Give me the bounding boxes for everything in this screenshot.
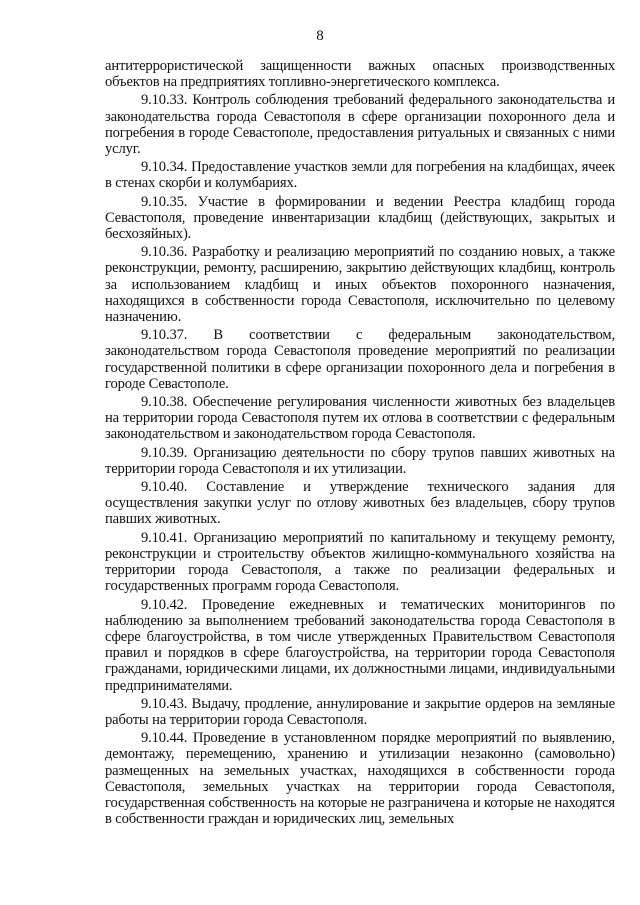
paragraph-9-10-44: 9.10.44. Проведение в установленном порядке мероприятий по выявлению, демонтажу, перемещению, хранению и утилизации незаконно (самовольно) размещенных на земельных участках, находящихся в собственности города Севастополя, земельных участках на территории города Севастополя, государственная собственность на которые не разграничена и которые не находятся в собственности граждан и юридических лиц, земельных: [105, 730, 615, 828]
paragraph-9-10-37: 9.10.37. В соответствии с федеральным законодательством, законодательством города Севастополя проведение мероприятий по реализации государственной политики в сфере организации похоронного дела и погребения в городе Севастополе.: [105, 327, 615, 392]
paragraph-9-10-41: 9.10.41. Организацию мероприятий по капитальному и текущему ремонту, реконструкции и строительству объектов жилищно-коммунального хозяйства на территории города Севастополя, а также по реализации федеральных и государственных программ города Севастополя.: [105, 529, 615, 595]
paragraph-9-10-39: 9.10.39. Организацию деятельности по сбору трупов павших животных на территории города Севастополя и их утилизации.: [105, 444, 615, 477]
paragraph-9-10-38: 9.10.38. Обеспечение регулирования численности животных без владельцев на территории города Севастополя путем их отлова в соответствии с федеральным законодательством и законодательством города Севастополя.: [105, 394, 615, 443]
paragraph-9-10-35: 9.10.35. Участие в формировании и ведении Реестра кладбищ города Севастополя, проведение инвентаризации кладбищ (действующих, закрытых и бесхозяйных).: [105, 193, 615, 243]
page-number: 8: [316, 28, 324, 44]
paragraph-9-10-34: 9.10.34. Предоставление участков земли для погребения на кладбищах, ячеек в стенах скорби и колумбариях.: [105, 159, 615, 192]
paragraph-continuation: антитеррористической защищенности важных опасных производственных объектов на предприятиях топливно-энергетического комплекса.: [105, 58, 615, 91]
document-body: [105, 58, 615, 829]
paragraph-9-10-33: 9.10.33. Контроль соблюдения требований федерального законодательства и законодательства города Севастополя в сфере организации похоронного дела и погребения в городе Севастополе, предоставления ритуальных и связанных с ними услуг.: [105, 92, 615, 158]
paragraph-9-10-42: 9.10.42. Проведение ежедневных и тематических мониторингов по наблюдению за выполнением требований законодательства города Севастополя в сфере благоустройства, в том числе утвержденных Правительством Севастополя правил и порядков в сфере благоустройства, на территории города Севастополя гражданами, юридическими лицами, их должностными лицами, индивидуальными предпринимателями.: [105, 596, 615, 694]
paragraph-9-10-40: 9.10.40. Составление и утверждение технического задания для осуществления закупки услуг по отлову животных без владельцев, сбору трупов павших животных.: [105, 479, 615, 528]
paragraph-9-10-43: 9.10.43. Выдачу, продление, аннулирование и закрытие ордеров на земляные работы на территории города Севастополя.: [105, 695, 615, 728]
paragraph-9-10-36: 9.10.36. Разработку и реализацию мероприятий по созданию новых, а также реконструкции, ремонту, расширению, закрытию действующих кладбищ, контроль за использованием кладбищ и иных объектов похоронного назначения, находящихся в собственности города Севастополя, исключительно по целевому назначению.: [105, 244, 615, 326]
